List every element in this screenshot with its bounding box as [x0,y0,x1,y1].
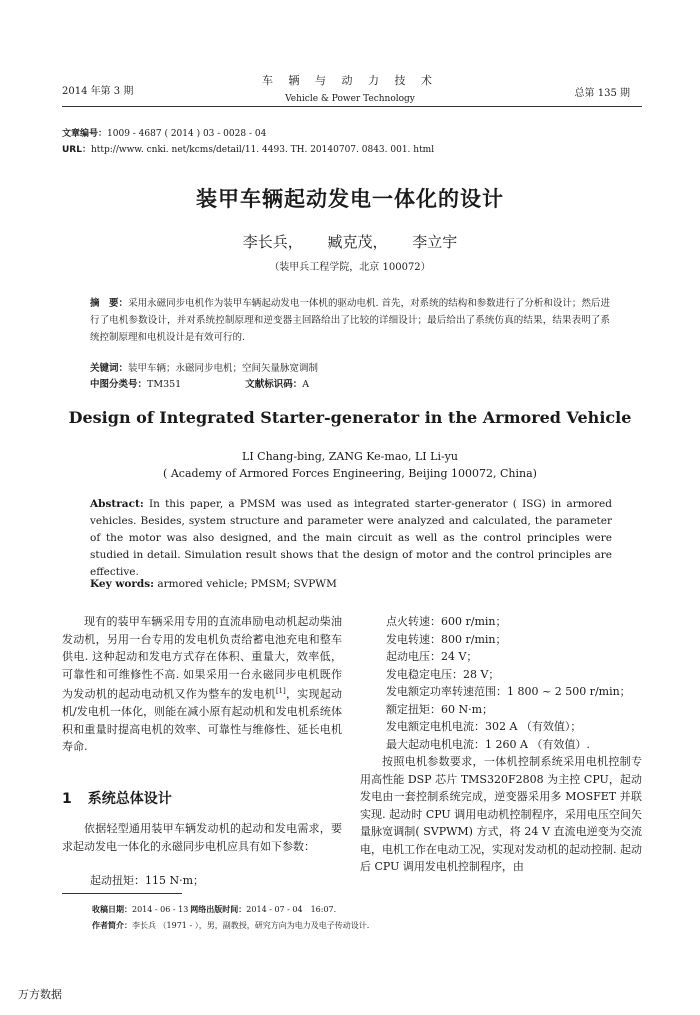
spec-item: 发电额定电机电流：302 A （有效值）； [386,720,582,733]
affiliation-cn: （装甲兵工程学院，北京 100072） [269,262,431,273]
online-label: 网络出版时间： [190,904,247,914]
issue-right: 总第 135 期 [574,88,630,99]
article-url [62,142,434,155]
online-value: 2014 - 07 - 04 16:07. [246,905,337,914]
abstract-en-text: In this paper, a PMSM was used as integrated starter-generator ( ISG) in armored vehicles. Besides, system structure and parameter were analyzed and calculated, the parameter of the motor was also designed, and the main circuit as well as the control principles were studied in detail. Simulation result shows that the design of motor and the control principles are effective. [90,498,612,578]
url-link[interactable]: http://www. cnki. net/kcms/detail/11. 4493. TH. 20140707. 0843. 001. html [90,145,435,155]
authors-en: LI Chang-bing, ZANG Ke-mao, LI Li-yu [242,450,458,463]
classification [90,376,309,390]
control-paragraph: 按照电机参数要求，一体机控制系统采用电机控制专用高性能 DSP 芯片 TMS320F2808 为主控 CPU，起动发电由一套控制系统完成，逆变器采用多 MOSFET 并联实现. 起动时 CPU 调用电动机控制程序，采用电压空间矢量脉宽调制( SVPWM) 方式，将 24 V 直流电逆变为交流电，电机工作在电动工况，实现对发动机的起动控制. 起动后 CPU 调用发电机控制程序，由 [360,755,642,873]
article-number-value: 1009 - 4687 ( 2014 ) 03 - 0028 - 04 [107,129,267,139]
spec-item: 发电转速：800 r/min； [386,632,507,646]
author-bio-text: 李长兵 （1971 - ），男，副教授，研究方向为电力及电子传动设计. [132,921,370,930]
clc-label: 中图分类号： [90,379,148,390]
abstract-cn-label: 摘 要： [90,298,129,309]
author-bio-label: 作者简介： [92,920,132,930]
doc-code-label: 文献标识码： [245,379,303,390]
keywords-en-text: armored vehicle; PMSM; SVPWM [157,578,337,590]
article-number-label: 文章编号： [62,129,108,139]
spec-item: 点火转速：600 r/min； [386,615,507,628]
section-1-title: 系统总体设计 [87,791,172,807]
title-cn: 装甲车辆起动发电一体化的设计 [196,187,504,211]
spec-item: 发电额定功率转速范围：1 800 ~ 2 500 r/min； [386,685,631,698]
watermark: 万方数据 [18,988,62,1001]
keywords-cn-label: 关键词： [90,363,129,374]
issue-left: 2014 年第 3 期 [62,86,134,97]
author-bio [92,920,369,931]
journal-name-cn: 车 辆 与 动 力 技 术 [262,74,438,87]
intro-text-rest: ，实现起动机/发电机一体化，则能在减小原有起动机和发电机系统体积和重量时提高电机的效率、可靠性与维修性、延长电机寿命. [62,687,343,754]
keywords-en [90,578,337,590]
spec-item: 最大起动电机电流：1 260 A （有效值）. [386,737,590,751]
abstract-en [90,496,612,581]
intro-text: 现有的装甲车辆采用专用的直流串励电动机起动柴油发动机，另用一台专用的发电机负责给蓄电池充电和整车供电. 这种起动和发电方式存在体积、重量大，效率低，可靠性和可维修性不高. 如果采用一台永磁同步电机既作为发动机的起动电动机又作为整车的发电机 [62,615,342,701]
intro-paragraph [62,613,342,756]
section-1-number: 1 [62,791,72,807]
article-number [62,126,266,139]
keywords-cn [90,360,318,374]
abstract-en-label: Abstract: [90,498,144,510]
received-date [92,904,336,915]
keywords-cn-text: 装甲车辆；永磁同步电机；空间矢量脉宽调制 [128,363,319,374]
received-value: 2014 - 06 - 13 [132,905,189,914]
citation-1[interactable]: [1] [275,687,286,695]
journal-header [250,72,450,104]
spec-torque: 起动扭矩：115 N·m； [90,874,205,887]
journal-name-en: Vehicle & Power Technology [285,94,415,104]
footnote-divider [62,893,182,894]
section-1-heading [62,788,188,808]
clc-value: TM351 [147,379,182,390]
spec-item: 起动电压：24 V； [386,650,478,663]
spec-item: 额定扭矩：60 N·m； [386,702,494,716]
doc-code-value: A [302,379,310,390]
authors-cn: 李长兵， 臧克茂， 李立宇 [242,233,458,251]
affiliation-en: ( Academy of Armored Forces Engineering, Beijing 100072, China) [163,467,537,480]
title-en: Design of Integrated Starter-generator in the Armored Vehicle [68,408,632,427]
received-label: 收稿日期： [92,904,132,914]
header-divider [62,106,642,107]
abstract-cn [90,295,610,346]
section-1-paragraph: 依据轻型通用装甲车辆发动机的起动和发电需求，要求起动发电一体化的永磁同步电机应具有如下参数： [62,822,342,853]
spec-item: 发电稳定电压：28 V； [386,667,500,681]
keywords-en-label: Key words: [90,578,155,590]
url-label: URL： [62,145,91,155]
abstract-cn-text: 采用永磁同步电机作为装甲车辆起动发电一体机的驱动电机. 首先，对系统的结构和参数进行了分析和设计；然后进行了电机参数设计，并对系统控制原理和逆变器主回路给出了比较的详细设计；最后给出了系统仿真的结果，结果表明了系统控制原理和电机设计是有效可行的. [90,298,610,343]
